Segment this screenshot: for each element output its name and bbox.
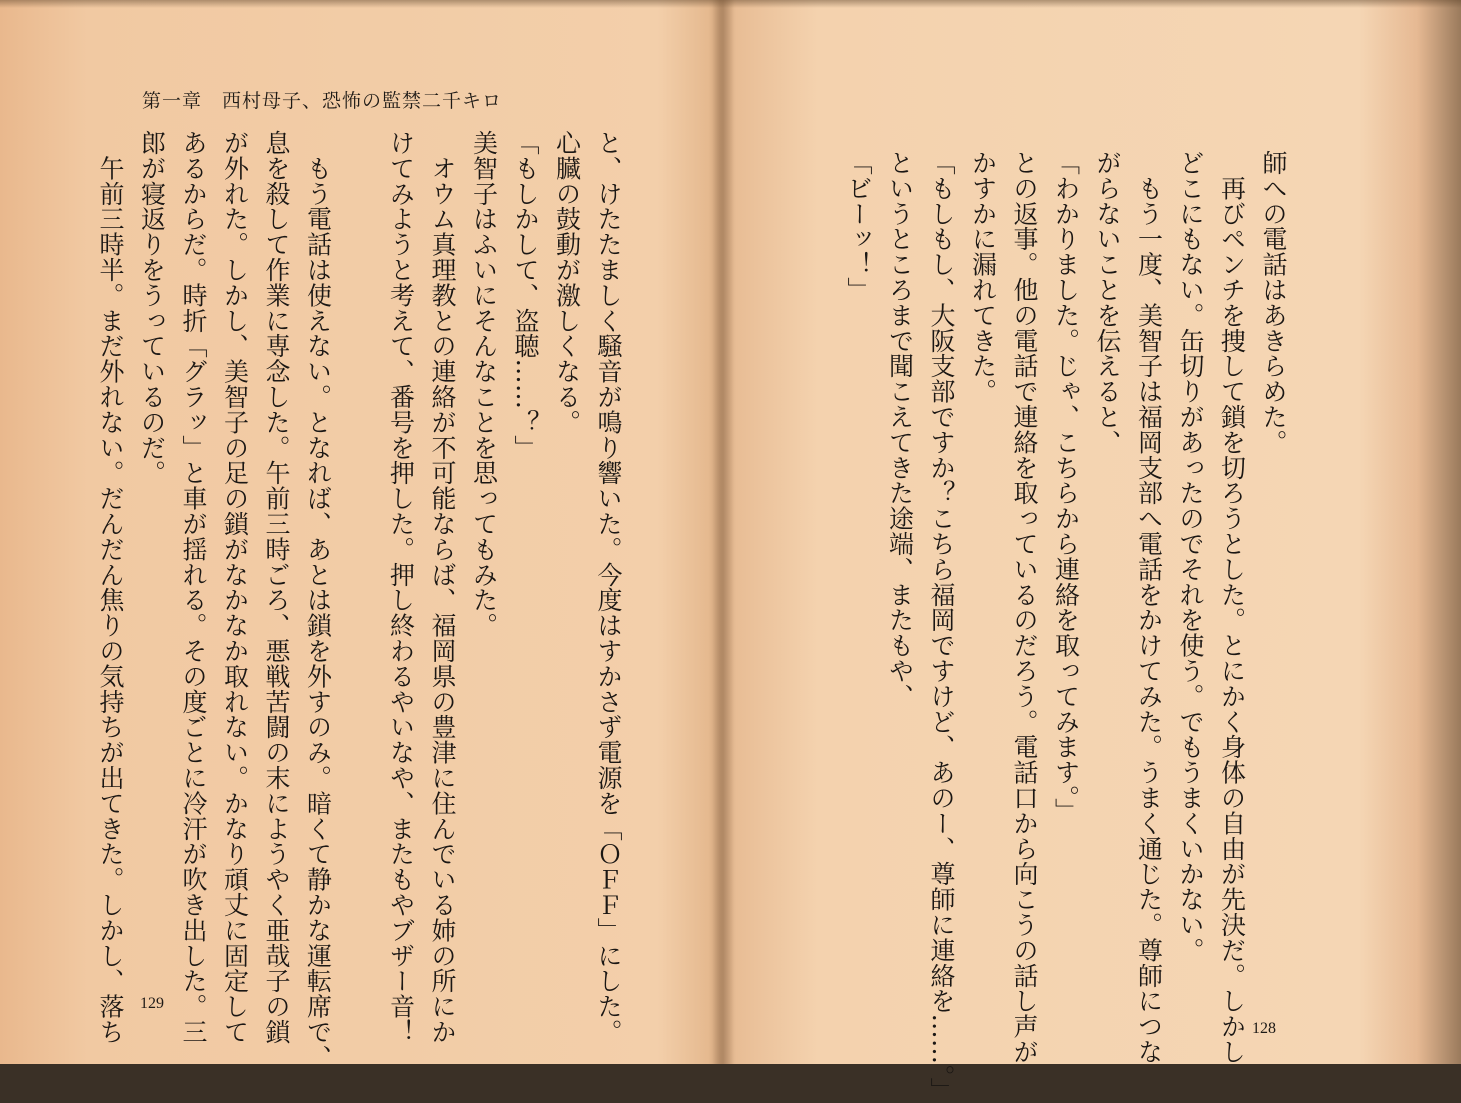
text-line: がらないことを伝えると、 [1093, 150, 1122, 455]
text-line: あるからだ。時折「グラッ」と車が揺れる。その度ごとに冷汗が吹き出した。三 [179, 130, 208, 1045]
page-number-left: 129 [140, 995, 164, 1012]
text-line: 再びペンチを捜して鎖を切ろうとした。とにかく身体の自由が先決だ。しかし [1217, 150, 1247, 1065]
running-header: 第一章 西村母子、恐怖の監禁二千キロ [142, 90, 503, 112]
text-line: 美智子はふいにそんなことを思ってもみた。 [469, 130, 499, 638]
text-line [339, 130, 381, 960]
text-line: オウム真理教との連絡が不可能ならば、福岡県の豊津に住んでいる姉の所にか [428, 130, 457, 1045]
text-line: 心臓の鼓動が激しくなる。 [552, 130, 582, 435]
text-line: 師への電話はあきらめた。 [1259, 150, 1288, 455]
text-line: どこにもない。缶切りがあったのでそれを使う。でもうまくいかない。 [1176, 150, 1205, 963]
text-line: が外れた。しかし、美智子の足の鎖がなかなか取れない。かなり頑丈に固定して [220, 130, 250, 1045]
text-line: 「もしかして、盗聴……？」 [511, 130, 540, 461]
text-line: と、けたたましく騒音が鳴り響いた。今度はすかさず電源を「ＯＦＦ」にした。 [594, 130, 623, 1045]
book-gutter [712, 0, 734, 1064]
text-line: 「わかりました。じゃ、こちらから連絡を取ってみます。」 [1051, 150, 1081, 824]
text-line: というところまで聞こえてきた途端、またもや、 [885, 150, 915, 709]
text-line: けてみようと考えて、番号を押した。押し終わるやいなや、またもやブザー音！ [386, 130, 416, 1045]
text-line: 息を殺して作業に専念した。午前三時ごろ、悪戦苦闘の末にようやく亜哉子の鎖 [262, 130, 291, 1045]
text-line: との返事。他の電話で連絡を取っているのだろう。電話口から向こうの話し声が [1010, 150, 1039, 1065]
text-line: 「ビーッ！」 [844, 150, 873, 303]
text-line: かすかに漏れてきた。 [968, 150, 998, 404]
text-line: もう電話は使えない。となれば、あとは鎖を外すのみ。暗くて静かな運転席で、 [303, 130, 333, 1070]
text-line: もう一度、美智子は福岡支部へ電話をかけてみた。うまく通じた。尊師につな [1134, 150, 1164, 1065]
text-line: 「もしもし、大阪支部ですか？こちら福岡ですけど、あのー、尊師に連絡を……。」 [927, 150, 956, 1103]
text-line: 郎が寝返りをうっているのだ。 [137, 130, 167, 486]
text-line: 午前三時半。まだ外れない。だんだん焦りの気持ちが出てきた。しかし、落ち [96, 130, 125, 1045]
page-number-right: 128 [1252, 1020, 1276, 1037]
